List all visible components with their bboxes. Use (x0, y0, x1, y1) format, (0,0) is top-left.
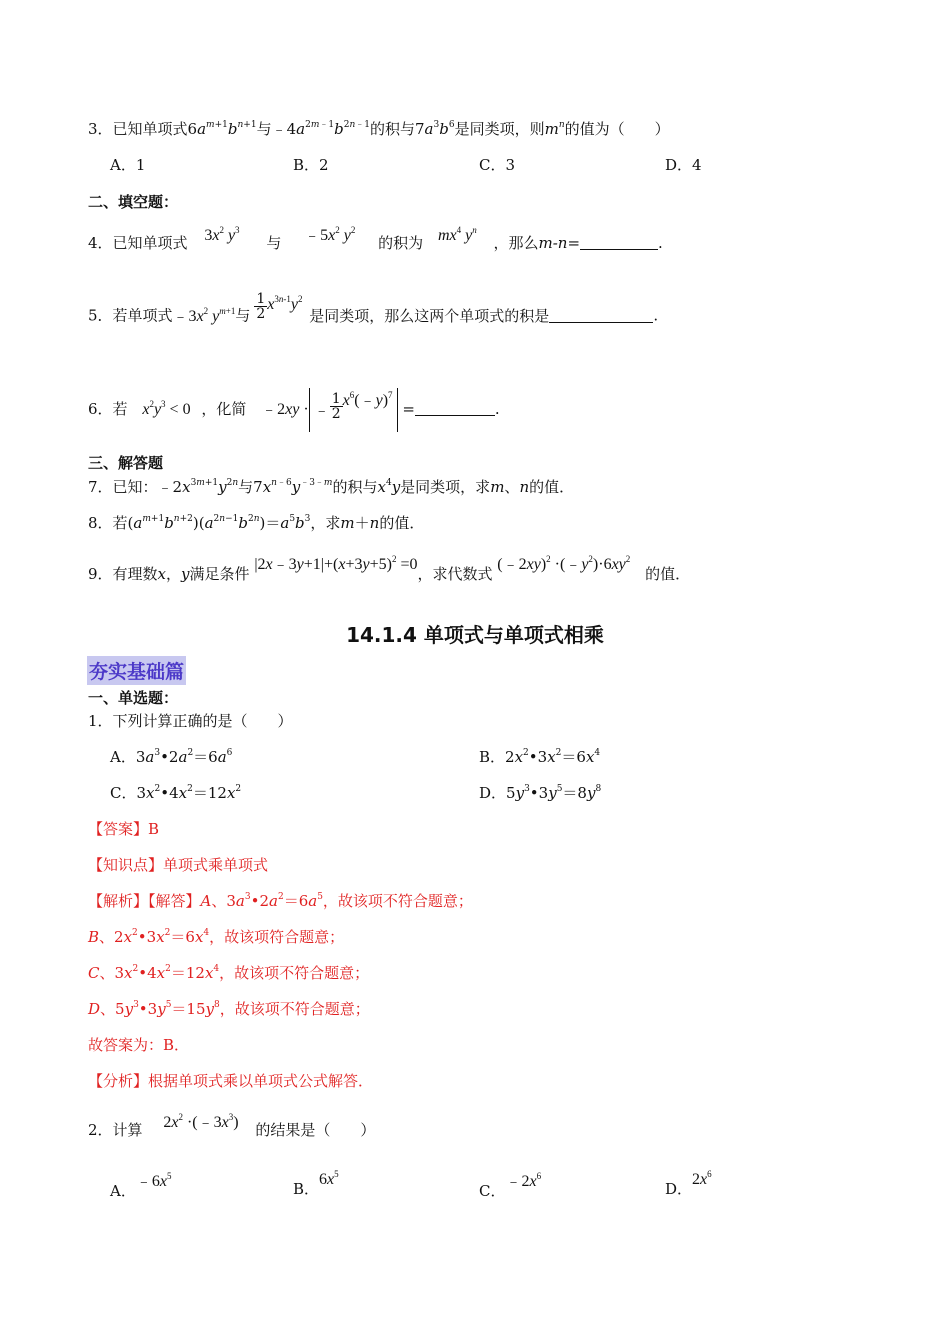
p1-option-d: D．$5y^3•3y^5=8y^8$ (479, 784, 602, 802)
q8-stem: 8．若$(a^{m+1}b^{n+2})(a^{2n-1}b^{2n})=a^5b^3$，求m＋n的值． (88, 514, 425, 532)
q3-option-d: D．4 (665, 156, 702, 174)
p1-method: 【分析】根据单项式乘以单项式公式解答． (88, 1072, 374, 1090)
p2-option-c: C．$﹣2x^6$ (479, 1171, 542, 1200)
p1-knowledge: 【知识点】单项式乘单项式 (88, 856, 269, 874)
section2-title: 二、填空题： (88, 193, 179, 211)
p2-option-d: D．$2x^6$ (665, 1169, 712, 1198)
q6-blank[interactable] (415, 401, 495, 416)
q7-stem: 7．已知：$﹣2x^{3m+1}y^{2n}$与$7x^{n﹣6}y^{﹣3﹣m}$的积与$x^4y$是同类项，求m、n的值． (88, 478, 575, 496)
p1-analysis-a: 【解析】【解答】A、$3a^3•2a^2=6a^5$，故该项不符合题意； (88, 892, 473, 910)
p1-answer: 【答案】B (88, 820, 160, 838)
section1-title: 一、单选题： (88, 689, 179, 707)
q3-option-c: C．3 (479, 156, 516, 174)
q3-option-a: A．1 (110, 156, 146, 174)
p1-option-c: C．$3x^2•4x^2=12x^2$ (110, 784, 242, 802)
p1-analysis-c: C、$3x^2•4x^2=12x^4$，故该项不符合题意； (88, 964, 370, 982)
p2-option-a: A．$﹣6x^5$ (110, 1171, 172, 1200)
page-title: 14.1.4 单项式与单项式相乘 (346, 623, 604, 647)
q4-stem: 4．已知单项式 $3x^2$ $y^3$ 与 $﹣5x^2$ $y^2$ 的积为 $mx^4$ $y^n$ ，那么m-n= . (88, 225, 663, 252)
p2-option-b: B．$6x^5$ (293, 1169, 339, 1198)
p1-option-a: A．$3a^3•2a^2=6a^6$ (110, 748, 233, 766)
part-label: 夯实基础篇 (87, 656, 186, 685)
q4-blank[interactable] (580, 235, 658, 250)
p1-option-b: B．$2x^2•3x^2=6x^4$ (479, 748, 601, 766)
q9-stem: 9．有理数x，y满足条件 $|2x﹣3y+1|+(x+3y+5)^2 =0$，求代数式 (﹣2xy)$^2$ $\cdot(﹣y^2)\cdot 6xy^2$ 的值． (88, 554, 691, 583)
p1-analysis-b: B、$2x^2•3x^2=6x^4$，故该项符合题意； (88, 928, 345, 946)
p1-stem: 1．下列计算正确的是（ ） (88, 712, 293, 730)
section3-title: 三、解答题 (88, 454, 164, 472)
p1-analysis-d: D、$5y^3•3y^5=15y^8$，故该项不符合题意； (88, 1000, 370, 1018)
p2-stem: 2．计算 $2x^2$ $\cdot(﹣3x^3)$ 的结果是（ ） (88, 1112, 376, 1139)
p1-conclusion: 故答案为：B． (88, 1036, 190, 1054)
q6-stem: 6．若 $x^2y^3 < 0$ ，化简 ﹣2xy · ﹣ $\frac{1}{2}$ $x^6(﹣y)^7$ = . (88, 388, 500, 432)
q3-stem: 3．已知单项式$6a^{m+1}b^{n+1}$与$﹣4a^{2m﹣1}b^{2n﹣1}$的积与$7a^3b^6$是同类项，则$m^n$的值为（ ） (88, 120, 670, 138)
q3-option-b: B．2 (293, 156, 329, 174)
q5-stem: 5．若单项式$﹣3x^2$ $y^{m+1}$与 $\frac{1}{2}$ $x^{3n-1}y^2$ 是同类项，那么这两个单项式的积是 . (88, 291, 659, 325)
q5-blank[interactable] (549, 308, 653, 323)
